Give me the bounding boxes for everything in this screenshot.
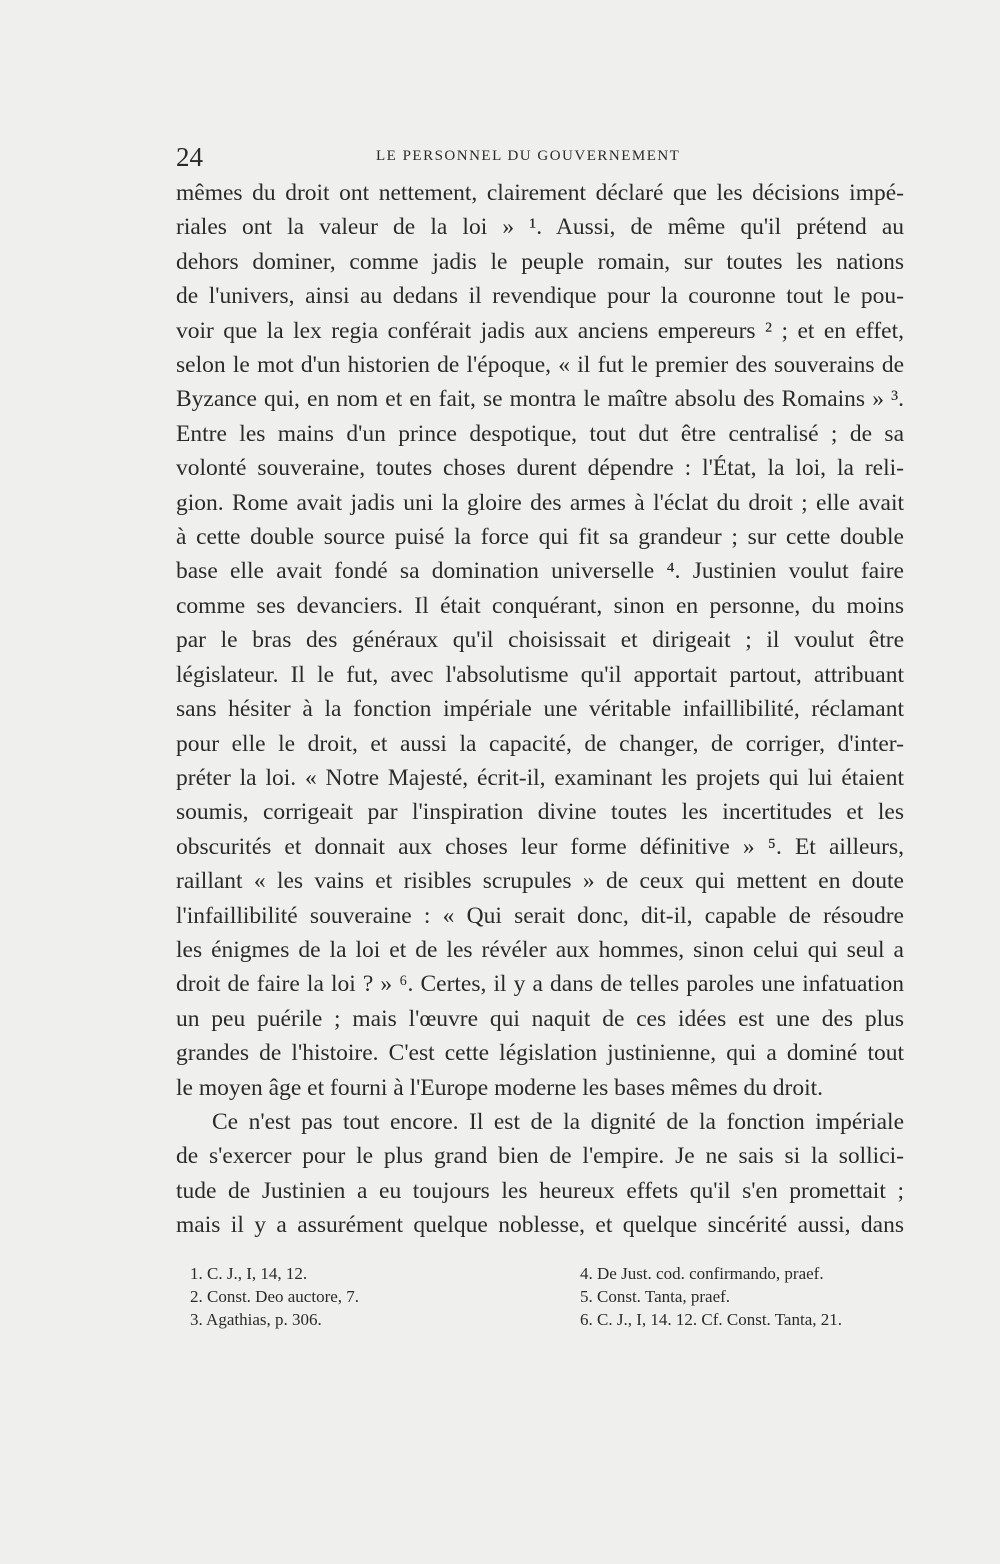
footnote: 1. C. J., I, 14, 12. bbox=[190, 1264, 308, 1283]
text-line: obscurités et donnait aux choses leur forme définitive » ⁵. Et ailleurs, bbox=[176, 833, 904, 860]
footnote: 6. C. J., I, 14. 12. Cf. Const. Tanta, 21. bbox=[580, 1310, 842, 1329]
footnote: 5. Const. Tanta, praef. bbox=[580, 1287, 731, 1306]
footnotes-right-column bbox=[580, 1262, 920, 1331]
text-line: législateur. Il le fut, avec l'absolutisme qu'il apportait partout, attribuant bbox=[176, 661, 904, 688]
footnote: 2. Const. Deo auctore, 7. bbox=[190, 1287, 360, 1306]
text-line-paragraph-end: le moyen âge et fourni à l'Europe moderne les bases mêmes du droit. bbox=[176, 1074, 824, 1101]
text-line: l'infaillibilité souveraine : « Qui serait donc, dit-il, capable de résoudre bbox=[176, 902, 904, 929]
footnotes-left-column bbox=[190, 1262, 530, 1331]
text-line: voir que la lex regia conférait jadis aux anciens empereurs ² ; et en effet, bbox=[176, 317, 904, 344]
text-line: grandes de l'histoire. C'est cette législation justinienne, qui a dominé tout bbox=[176, 1040, 904, 1067]
text-line: de s'exercer pour le plus grand bien de l'empire. Je ne sais si la sollici- bbox=[176, 1143, 904, 1170]
running-head bbox=[176, 142, 896, 176]
text-line: mêmes du droit ont nettement, clairement déclaré que les décisions impé- bbox=[176, 180, 904, 206]
text-line: Byzance qui, en nom et en fait, se montra le maître absolu des Romains » ³. bbox=[176, 386, 904, 413]
text-line: les énigmes de la loi et de les révéler aux hommes, sinon celui qui seul a bbox=[176, 936, 904, 963]
footnote: 4. De Just. cod. confirmando, praef. bbox=[580, 1264, 824, 1283]
text-line: sans hésiter à la fonction impériale une véritable infaillibilité, réclamant bbox=[176, 696, 904, 723]
text-line: mais il y a assurément quelque noblesse, et quelque sincérité aussi, dans bbox=[176, 1212, 904, 1239]
text-line: gion. Rome avait jadis uni la gloire des armes à l'éclat du droit ; elle avait bbox=[176, 489, 904, 516]
text-line: selon le mot d'un historien de l'époque, « il fut le premier des souverains de bbox=[176, 352, 904, 379]
text-line: un peu puérile ; mais l'œuvre qui naquit de ces idées est une des plus bbox=[176, 1005, 904, 1032]
text-line: volonté souveraine, toutes choses durent dépendre : l'État, la loi, la reli- bbox=[176, 455, 904, 482]
text-line: Ce n'est pas tout encore. Il est de la dignité de la fonction impériale bbox=[212, 1108, 904, 1135]
text-line: pour elle le droit, et aussi la capacité, de changer, de corriger, d'inter- bbox=[176, 730, 904, 757]
text-line: droit de faire la loi ? » ⁶. Certes, il y a dans de telles paroles une infatuation bbox=[176, 971, 904, 998]
text-line: riales ont la valeur de la loi » ¹. Aussi, de même qu'il prétend au bbox=[176, 214, 904, 241]
text-line: raillant « les vains et risibles scrupules » de ceux qui mettent en doute bbox=[176, 868, 904, 895]
text-line: soumis, corrigeait par l'inspiration divine toutes les incertitudes et les bbox=[176, 799, 904, 826]
text-line: de l'univers, ainsi au dedans il revendique pour la couronne tout le pou- bbox=[176, 283, 904, 310]
text-line: dehors dominer, comme jadis le peuple romain, sur toutes les nations bbox=[176, 248, 904, 275]
text-line: préter la loi. « Notre Majesté, écrit-il, examinant les projets qui lui étaient bbox=[176, 764, 904, 791]
text-line: base elle avait fondé sa domination universelle ⁴. Justinien voulut faire bbox=[176, 558, 904, 585]
running-head-title: LE PERSONNEL DU GOUVERNEMENT bbox=[376, 148, 681, 164]
text-line: à cette double source puisé la force qui fit sa grandeur ; sur cette double bbox=[176, 524, 904, 551]
footnote: 3. Agathias, p. 306. bbox=[190, 1310, 322, 1329]
text-line: par le bras des généraux qu'il choisissait et dirigeait ; il voulut être bbox=[176, 627, 904, 654]
text-line: comme ses devanciers. Il était conquérant, sinon en personne, du moins bbox=[176, 592, 904, 619]
text-line: tude de Justinien a eu toujours les heureux effets qu'il s'en promettait ; bbox=[176, 1177, 904, 1204]
page-number: 24 bbox=[176, 142, 203, 172]
body-text bbox=[176, 176, 904, 1243]
text-line: Entre les mains d'un prince despotique, tout dut être centralisé ; de sa bbox=[176, 420, 904, 447]
